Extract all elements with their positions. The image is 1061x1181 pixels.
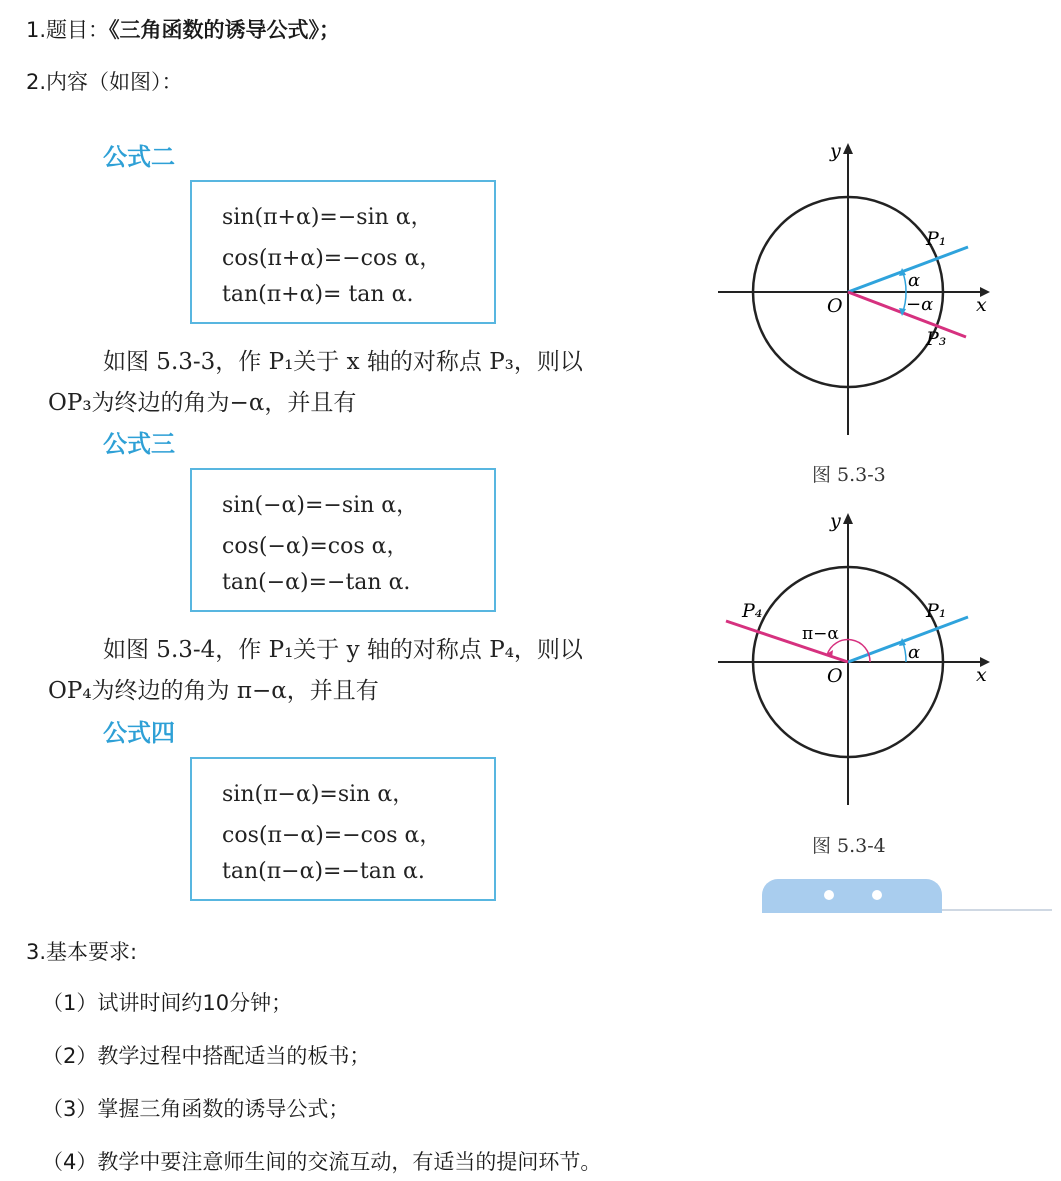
- formula3-line: sin(−α)=−sin α，: [222, 493, 419, 518]
- page-dot-icon: [872, 890, 882, 900]
- requirement-item: （4）教学中要注意师生间的交流互动，有适当的提问环节。: [42, 1150, 602, 1174]
- label-origin: O: [827, 665, 843, 687]
- formula4-line: sin(π−α)=sin α，: [222, 782, 415, 807]
- requirements-heading: 3.基本要求:: [26, 940, 138, 964]
- formula4-line: tan(π−α)=−tan α.: [222, 859, 425, 884]
- requirement-item: （3）掌握三角函数的诱导公式；: [42, 1097, 350, 1121]
- label-origin: O: [827, 295, 843, 317]
- formula2-line: sin(π+α)=−sin α，: [222, 205, 433, 230]
- formula2-line: tan(π+α)= tan α.: [222, 282, 414, 307]
- content-line: 2.内容（如图）：: [26, 70, 183, 94]
- paragraph2-line1: 如图 5.3-4，作 P₁关于 y 轴的对称点 P₄，则以: [103, 637, 583, 663]
- label-p3: P₃: [926, 328, 947, 350]
- label-neg-alpha: −α: [906, 294, 934, 315]
- paragraph1-line2: OP₃为终边的角为−α，并且有: [48, 390, 357, 416]
- label-p1: P₁: [926, 228, 947, 250]
- formula2-line: cos(π+α)=−cos α，: [222, 246, 442, 271]
- requirement-item: （1）试讲时间约10分钟；: [42, 991, 293, 1015]
- label-p4: P₄: [742, 600, 763, 622]
- label-y: y: [830, 140, 841, 162]
- formula4-line: cos(π−α)=−cos α，: [222, 823, 442, 848]
- label-p1: P₁: [926, 600, 947, 622]
- label-alpha: α: [908, 270, 921, 291]
- title-prefix: 1.题目：: [26, 18, 110, 42]
- page-tab[interactable]: [762, 879, 942, 913]
- formula4-heading: 公式四: [103, 719, 175, 747]
- formula2-heading: 公式二: [103, 143, 175, 171]
- paragraph1-line1: 如图 5.3-3，作 P₁关于 x 轴的对称点 P₃，则以: [103, 349, 583, 375]
- formula3-box: [190, 468, 496, 612]
- formula4-box: [190, 757, 496, 901]
- figure-5-3-3: [710, 135, 1000, 445]
- label-alpha: α: [908, 642, 921, 663]
- figure-5-3-4-caption: 图 5.3-4: [812, 835, 886, 857]
- label-y: y: [830, 510, 841, 532]
- formula2-box: [190, 180, 496, 324]
- page-dot-icon: [824, 890, 834, 900]
- figure-5-3-4: [710, 505, 1000, 815]
- requirement-item: （2）教学过程中搭配适当的板书；: [42, 1044, 371, 1068]
- figure-5-3-3-caption: 图 5.3-3: [812, 464, 886, 486]
- formula3-line: cos(−α)=cos α，: [222, 534, 409, 559]
- label-x: x: [976, 294, 987, 316]
- y-axis-arrow: [843, 513, 853, 524]
- formula3-heading: 公式三: [103, 430, 175, 458]
- page-edge-line: [942, 909, 1052, 911]
- label-x: x: [976, 664, 987, 686]
- lesson-title: 《三角函数的诱导公式》；: [109, 18, 341, 42]
- label-pi-minus-alpha: π−α: [802, 624, 839, 644]
- paragraph2-line2: OP₄为终边的角为 π−α，并且有: [48, 678, 379, 704]
- formula3-line: tan(−α)=−tan α.: [222, 570, 411, 595]
- y-axis-arrow: [843, 143, 853, 154]
